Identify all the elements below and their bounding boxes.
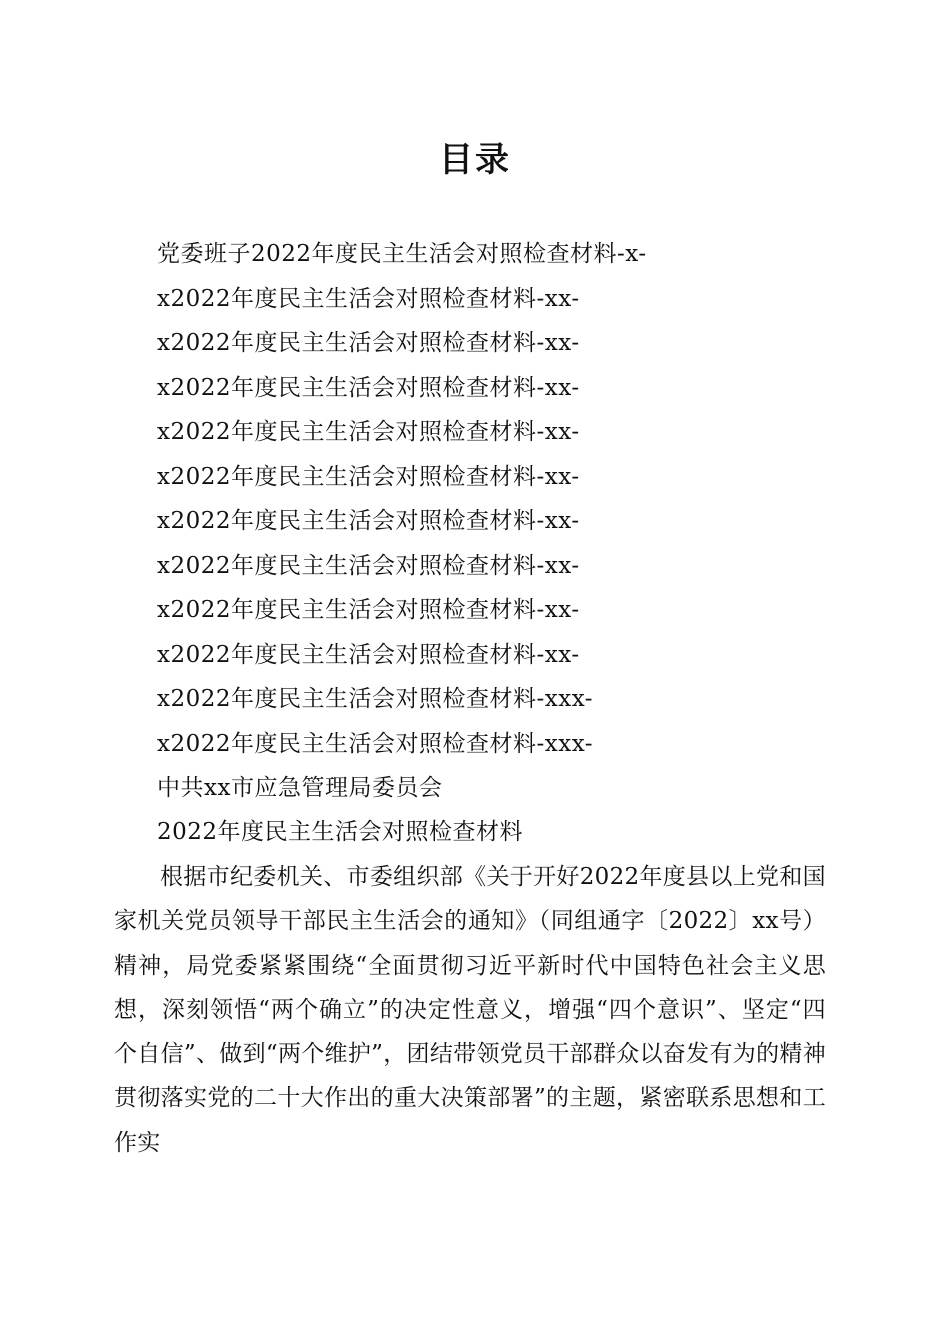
toc-item: x2022年度民主生活会对照检查材料-xx- — [157, 641, 580, 668]
body-paragraph: 根据市纪委机关、市委组织部《关于开好2022年度县以上党和国家机关党员领导干部民主生活会的通知》（同组通字〔2022〕xx号）精神，局党委紧紧围绕“全面贯彻习近平新时代中国特色社会主义思想，深刻领悟“两个确立”的决定性意义，增强“四个意识”、坚定“四个自信”、做到“两个维护”，团结带领党员干部群众以奋发有为的精神贯彻落实党的二十大作出的重大决策部署”的主题，紧密联系思想和工作实 — [114, 864, 826, 1156]
toc-item: x2022年度民主生活会对照检查材料-xx- — [157, 597, 580, 623]
toc-item: x2022年度民主生活会对照检查材料-xx- — [157, 330, 580, 356]
page-title: 目录 — [439, 140, 511, 180]
table-of-contents — [157, 232, 647, 766]
toc-item: x2022年度民主生活会对照检查材料-xx- — [157, 285, 580, 312]
toc-item: x2022年度民主生活会对照检查材料-xx- — [157, 552, 580, 579]
toc-item: 党委班子2022年度民主生活会对照检查材料-x- — [157, 241, 647, 267]
toc-item: x2022年度民主生活会对照检查材料-xxx- — [157, 730, 594, 757]
document-heading: 2022年度民主生活会对照检查材料 — [157, 819, 524, 845]
toc-item: x2022年度民主生活会对照检查材料-xx- — [157, 508, 580, 534]
toc-item: x2022年度民主生活会对照检查材料-xx- — [157, 419, 580, 445]
toc-item: x2022年度民主生活会对照检查材料-xx- — [157, 374, 580, 401]
toc-item: x2022年度民主生活会对照检查材料-xxx- — [157, 686, 594, 712]
organization-heading: 中共xx市应急管理局委员会 — [157, 775, 443, 801]
toc-item: x2022年度民主生活会对照检查材料-xx- — [157, 463, 580, 490]
